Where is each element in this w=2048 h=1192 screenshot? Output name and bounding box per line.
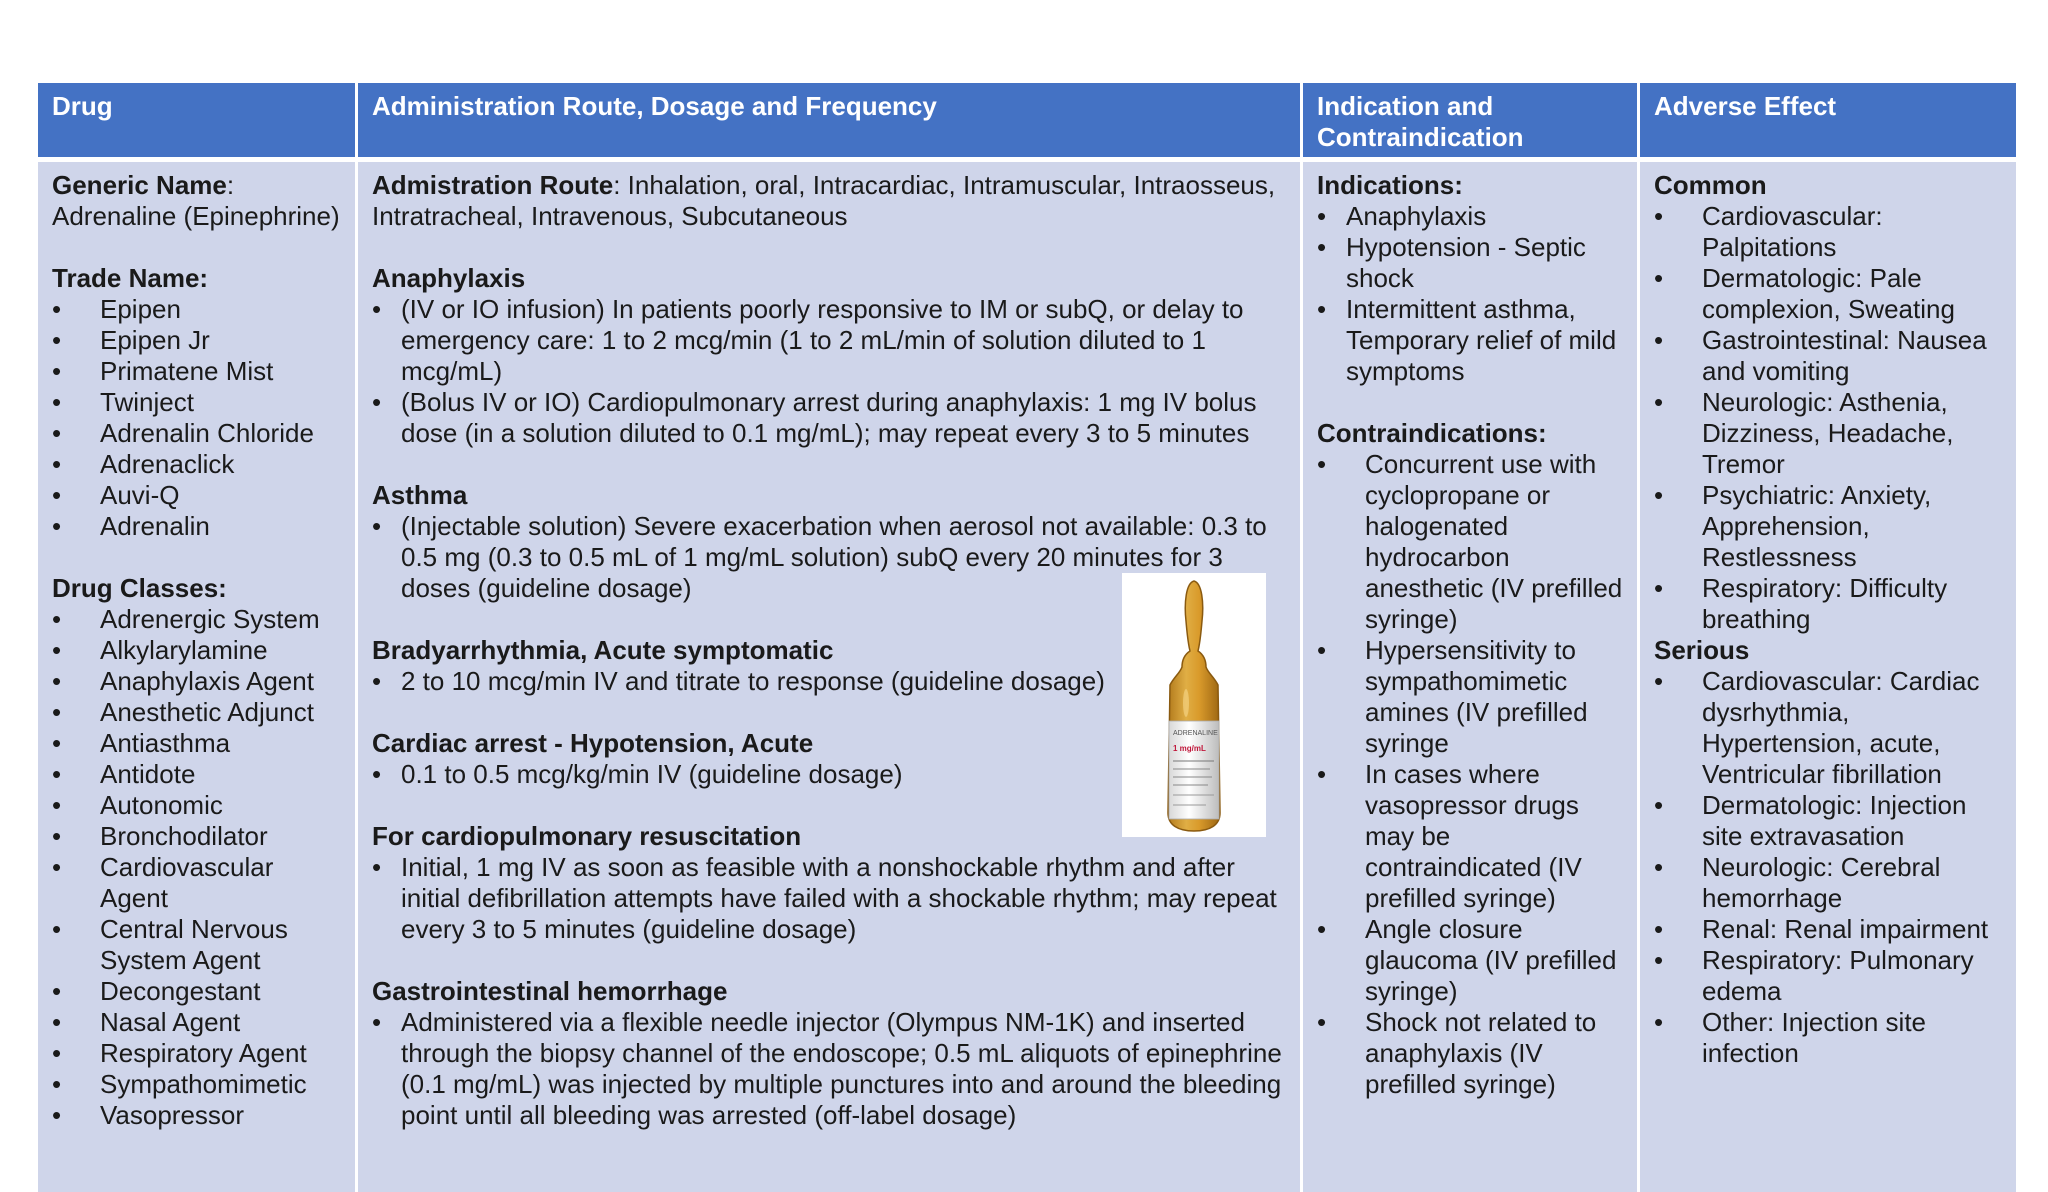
drug-class-item: • Autonomic xyxy=(52,790,341,821)
dosage-item: • Administered via a flexible needle injector (Olympus NM-1K) and inserted through the biopsy channel of the endoscope; 0.5 mL aliquots of epinephrine (0.1 mg/mL) was injected by multiple punctures into and around the bleeding point until all bleeding was arrested (off-label dosage) xyxy=(372,1007,1286,1131)
dosage-item: • 2 to 10 mcg/min IV and titrate to response (guideline dosage) xyxy=(372,666,1286,697)
drug-class-item: • Adrenergic System xyxy=(52,604,341,635)
common-label: Common xyxy=(1654,170,1767,200)
drug-table xyxy=(38,83,2016,1192)
dosage-section-list xyxy=(372,852,1286,945)
trade-name-label: Trade Name: xyxy=(52,263,209,293)
contraindications-list xyxy=(1317,449,1623,1100)
trade-name-item: • Twinject xyxy=(52,387,341,418)
ampoule-label-line1: ADRENALINE xyxy=(1173,730,1218,737)
drug-class-item: • Nasal Agent xyxy=(52,1007,341,1038)
indication-item: • Anaphylaxis xyxy=(1317,201,1623,232)
indication-cell xyxy=(1303,162,1640,1192)
common-effect-item: • Neurologic: Asthenia, Dizziness, Headache, Tremor xyxy=(1654,387,2002,480)
serious-effect-item: • Cardiovascular: Cardiac dysrhythmia, Hypertension, acute, Ventricular fibrillation xyxy=(1654,666,2002,790)
serious-effect-item: • Neurologic: Cerebral hemorrhage xyxy=(1654,852,2002,914)
generic-name-colon: : xyxy=(226,170,235,200)
generic-name-label: Generic Name xyxy=(52,170,227,200)
dosage-section-title: For cardiopulmonary resuscitation xyxy=(372,821,802,851)
drug-class-item: • Decongestant xyxy=(52,976,341,1007)
drug-cell xyxy=(38,162,358,1192)
drug-class-item: • Anesthetic Adjunct xyxy=(52,697,341,728)
adverse-cell xyxy=(1640,162,2016,1192)
dosage-section-title: Cardiac arrest - Hypotension, Acute xyxy=(372,728,814,758)
dosage-section-list xyxy=(372,1007,1286,1131)
dosage-section-title: Gastrointestinal hemorrhage xyxy=(372,976,728,1006)
ampoule-image xyxy=(1122,573,1266,837)
serious-effect-item: • Dermatologic: Injection site extravasation xyxy=(1654,790,2002,852)
admin-route xyxy=(372,170,1286,232)
drug-class-item: • Bronchodilator xyxy=(52,821,341,852)
serious-effect-item: • Renal: Renal impairment xyxy=(1654,914,2002,945)
contraindication-item: • In cases where vasopressor drugs may be contraindicated (IV prefilled syringe) xyxy=(1317,759,1623,914)
contraindication-item: • Concurrent use with cyclopropane or halogenated hydrocarbon anesthetic (IV prefilled syringe) xyxy=(1317,449,1623,635)
serious-label: Serious xyxy=(1654,635,1750,665)
admin-route-label: Admistration Route xyxy=(372,170,614,200)
header-drug: Drug xyxy=(38,83,358,162)
header-adverse-effect: Adverse Effect xyxy=(1640,83,2016,162)
dosage-section-title: Asthma xyxy=(372,480,468,510)
contraindication-item: • Hypersensitivity to sympathomimetic amines (IV prefilled syringe xyxy=(1317,635,1623,759)
common-effect-item: • Dermatologic: Pale complexion, Sweating xyxy=(1654,263,2002,325)
trade-name-item: • Adrenalin xyxy=(52,511,341,542)
table-header-row xyxy=(38,83,2016,162)
dosage-item: • Initial, 1 mg IV as soon as feasible with a nonshockable rhythm and after initial defibrillation attempts have failed with a shockable rhythm; may repeat every 3 to 5 minutes (guideline dosage) xyxy=(372,852,1286,945)
trade-name-item: • Adrenalin Chloride xyxy=(52,418,341,449)
drug-class-item: • Cardiovascular Agent xyxy=(52,852,341,914)
indication-item: • Intermittent asthma, Temporary relief of mild symptoms xyxy=(1317,294,1623,387)
drug-classes-label: Drug Classes: xyxy=(52,573,227,603)
serious-effect-item: • Respiratory: Pulmonary edema xyxy=(1654,945,2002,1007)
table-row xyxy=(38,162,2016,1192)
indications-list xyxy=(1317,201,1623,387)
dosage-section-title: Anaphylaxis xyxy=(372,263,526,293)
common-effect-item: • Psychiatric: Anxiety, Apprehension, Restlessness xyxy=(1654,480,2002,573)
common-effects-list xyxy=(1654,201,2002,635)
dosage-section-title: Bradyarrhythmia, Acute symptomatic xyxy=(372,635,834,665)
dosage-item: • (Injectable solution) Severe exacerbation when aerosol not available: 0.3 to 0.5 mg (0.3 to 0.5 mL of 1 mg/mL solution) subQ every 20 minutes for 3 doses (guideline dosage) xyxy=(372,511,1286,604)
drug-class-item: • Antiasthma xyxy=(52,728,341,759)
drug-class-item: • Antidote xyxy=(52,759,341,790)
ampoule-label-line2: 1 mg/mL xyxy=(1173,744,1206,753)
drug-class-item: • Central Nervous System Agent xyxy=(52,914,341,976)
header-indication: Indication and Contraindication xyxy=(1303,83,1640,162)
trade-name-item: • Primatene Mist xyxy=(52,356,341,387)
serious-effects-list xyxy=(1654,666,2002,1069)
drug-class-item: • Sympathomimetic xyxy=(52,1069,341,1100)
dosage-item: • 0.1 to 0.5 mcg/kg/min IV (guideline dosage) xyxy=(372,759,1286,790)
common-effect-item: • Gastrointestinal: Nausea and vomiting xyxy=(1654,325,2002,387)
dosage-item: • (IV or IO infusion) In patients poorly responsive to IM or subQ, or delay to emergency care: 1 to 2 mcg/min (1 to 2 mL/min of solution diluted to 1 mcg/mL) xyxy=(372,294,1286,387)
ampoule-illustration xyxy=(1122,573,1266,837)
contraindication-item: • Angle closure glaucoma (IV prefilled syringe) xyxy=(1317,914,1623,1007)
header-administration: Administration Route, Dosage and Frequency xyxy=(358,83,1303,162)
indication-item: • Hypotension - Septic shock xyxy=(1317,232,1623,294)
trade-name-item: • Adrenaclick xyxy=(52,449,341,480)
dosage-item: • (Bolus IV or IO) Cardiopulmonary arrest during anaphylaxis: 1 mg IV bolus dose (in a solution diluted to 0.1 mg/mL); may repeat every 3 to 5 minutes xyxy=(372,387,1286,449)
drug-classes-list xyxy=(52,604,341,1131)
common-effect-item: • Respiratory: Difficulty breathing xyxy=(1654,573,2002,635)
trade-name-item: • Epipen xyxy=(52,294,341,325)
indications-label: Indications: xyxy=(1317,170,1463,200)
dosage-section-list xyxy=(372,294,1286,449)
contraindication-item: • Shock not related to anaphylaxis (IV prefilled syringe) xyxy=(1317,1007,1623,1100)
trade-name-item: • Epipen Jr xyxy=(52,325,341,356)
trade-name-item: • Auvi-Q xyxy=(52,480,341,511)
contraindications-label: Contraindications: xyxy=(1317,418,1547,448)
trade-name-list xyxy=(52,294,341,542)
serious-effect-item: • Other: Injection site infection xyxy=(1654,1007,2002,1069)
drug-class-item: • Anaphylaxis Agent xyxy=(52,666,341,697)
admin-route-value: : Inhalation, oral, Intracardiac, Intramuscular, Intraosseus, Intratracheal, Intravenous, Subcutaneous xyxy=(372,170,1276,231)
common-effect-item: • Cardiovascular: Palpitations xyxy=(1654,201,2002,263)
drug-class-item: • Respiratory Agent xyxy=(52,1038,341,1069)
drug-class-item: • Alkylarylamine xyxy=(52,635,341,666)
generic-name xyxy=(52,170,341,201)
generic-name-value: Adrenaline (Epinephrine) xyxy=(52,201,340,231)
drug-class-item: • Vasopressor xyxy=(52,1100,341,1131)
